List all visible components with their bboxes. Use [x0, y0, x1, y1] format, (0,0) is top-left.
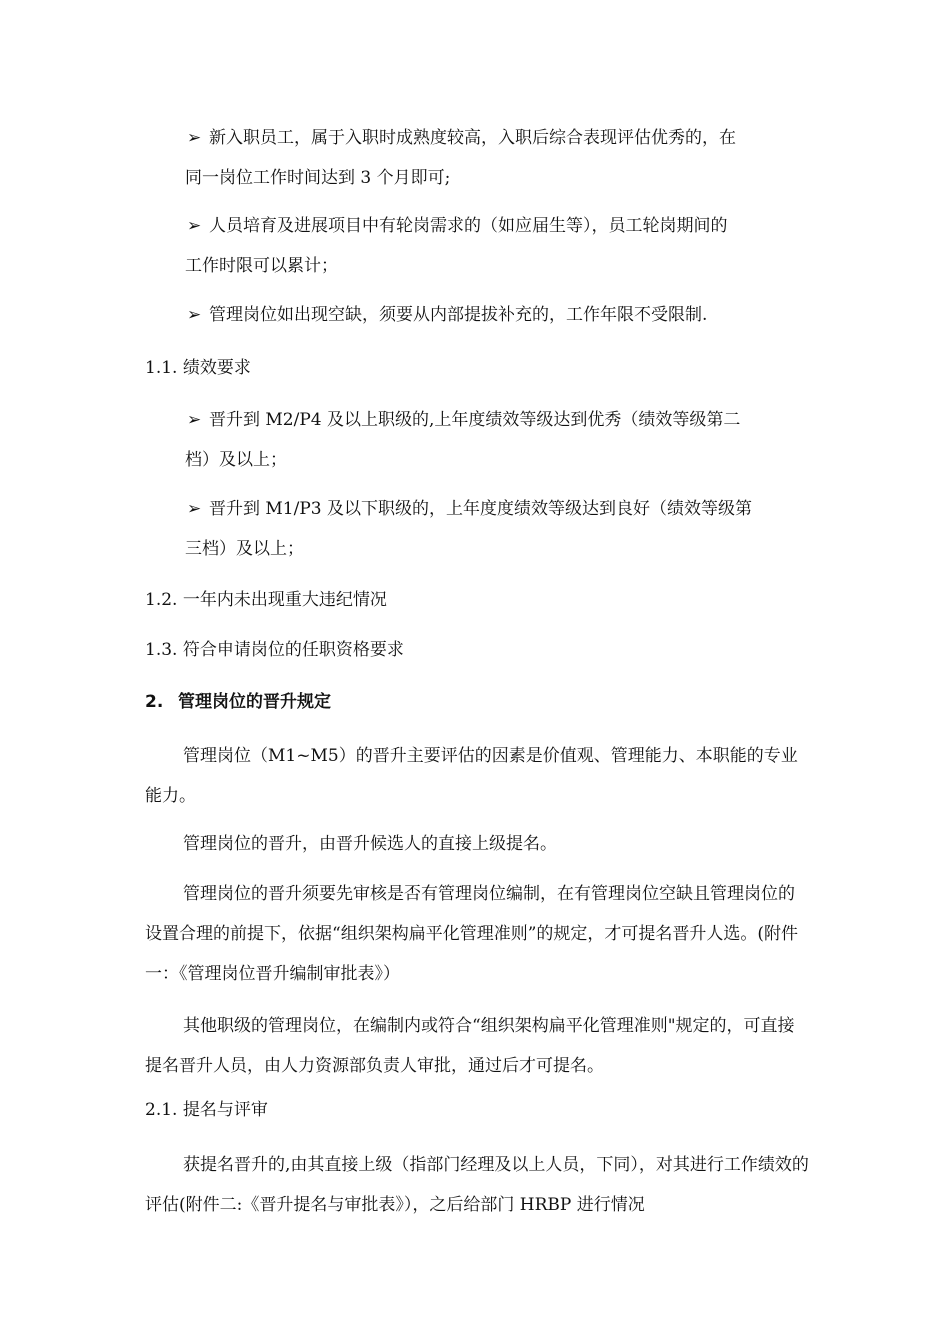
heading-2-number: 2. [145, 692, 164, 712]
paragraph: 管理岗位的晋升须要先审核是否有管理岗位编制，在有管理岗位空缺且管理岗位的设置合理的前提下，依据“组织架构扁平化管理准则”的规定，才可提名晋升人选。(附件一：《管理岗位晋升编制审批表》） [145, 884, 799, 984]
bullet-text-line2: 同一岗位工作时间达到 3 个月即可; [185, 168, 451, 188]
paragraph: 管理岗位的晋升，由晋升候选人的直接上级提名。 [183, 834, 557, 854]
paragraph: 获提名晋升的,由其直接上级（指部门经理及以上人员，下同），对其进行工作绩效的评估(附件二:《晋升提名与审批表》），之后给部门 HRBP 进行情况 [145, 1155, 809, 1215]
arrow-bullet-icon: ➢ [187, 499, 202, 519]
heading-2 [145, 682, 810, 722]
bullet-text-line1: 新入职员工，属于入职时成熟度较高，入职后综合表现评估优秀的，在 [209, 128, 736, 148]
section-heading-1-1: 1.1. 绩效要求 [145, 358, 251, 378]
arrow-bullet-icon: ➢ [187, 410, 202, 430]
arrow-bullet-icon: ➢ [187, 128, 202, 148]
bullet-text-line1: 晋升到 M1/P3 及以下职级的，上年度度绩效等级达到良好（绩效等级第 [209, 499, 753, 519]
bullet-text-line1: 人员培育及进展项目中有轮岗需求的（如应届生等），员工轮岗期间的 [209, 216, 728, 236]
bullet-text-line2: 三档）及以上； [185, 539, 304, 559]
arrow-bullet-icon: ➢ [187, 305, 202, 325]
bullet-text-line2: 工作时限可以累计； [185, 256, 338, 276]
bullet-item [187, 118, 809, 198]
bullet-text-line1: 晋升到 M2/P4 及以上职级的,上年度绩效等级达到优秀（绩效等级第二 [209, 410, 741, 430]
paragraph: 其他职级的管理岗位，在编制内或符合“组织架构扁平化管理准则"规定的，可直接提名晋升人员，由人力资源部负责人审批，通过后才可提名。 [145, 1016, 795, 1076]
bullet-item [187, 206, 809, 286]
bullet-item [187, 489, 809, 569]
bullet-item [187, 295, 809, 335]
bullet-text-line1: 管理岗位如出现空缺，须要从内部提拔补充的，工作年限不受限制. [209, 305, 708, 325]
bullet-text-line2: 档）及以上； [185, 450, 287, 470]
bullet-item [187, 400, 809, 480]
arrow-bullet-icon: ➢ [187, 216, 202, 236]
section-heading-1-2: 1.2. 一年内未出现重大违纪情况 [145, 590, 387, 610]
section-heading-2-1: 2.1. 提名与评审 [145, 1100, 268, 1120]
paragraph: 管理岗位（M1~M5）的晋升主要评估的因素是价值观、管理能力、本职能的专业能力。 [145, 746, 798, 806]
section-heading-1-3: 1.3. 符合申请岗位的任职资格要求 [145, 640, 404, 660]
heading-2-title: 管理岗位的晋升规定 [178, 692, 331, 712]
